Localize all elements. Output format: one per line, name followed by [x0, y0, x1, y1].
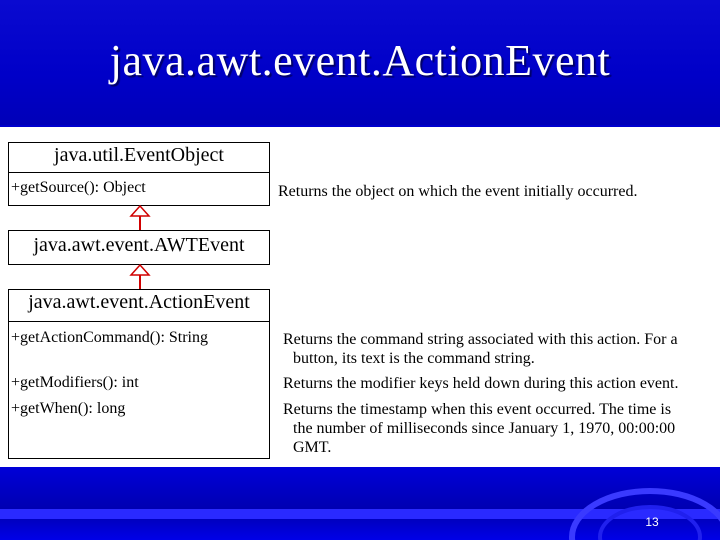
footer-globe-icon: [0, 467, 720, 540]
class-name-actionevent: java.awt.event.ActionEvent: [28, 291, 250, 313]
inheritance-arrowhead: [131, 206, 149, 216]
slide-footer: [0, 467, 720, 540]
class-name-awtevent: java.awt.event.AWTEvent: [33, 234, 245, 256]
description-getmodifiers: Returns the modifier keys held down during this action event.: [283, 375, 679, 392]
description-getsource: Returns the object on which the event initially occurred.: [278, 183, 638, 200]
inheritance-arrowhead: [131, 265, 149, 275]
method-getactioncommand: +getActionCommand(): String: [11, 329, 208, 346]
page-number: 13: [645, 515, 659, 529]
method-getsource: +getSource(): Object: [11, 179, 146, 196]
description-getwhen: Returns the timestamp when this event occurred. The time is the number of milliseconds since January 1, 1970, 00:00:00 GMT.: [283, 401, 676, 456]
method-getwhen: +getWhen(): long: [11, 400, 126, 417]
class-name-eventobject: java.util.EventObject: [54, 144, 224, 166]
description-getactioncommand: Returns the command string associated with this action. For a button, its text is the command string.: [283, 331, 678, 367]
slide-title: java.awt.event.ActionEvent: [109, 36, 611, 85]
method-getmodifiers: +getModifiers(): int: [11, 374, 139, 391]
